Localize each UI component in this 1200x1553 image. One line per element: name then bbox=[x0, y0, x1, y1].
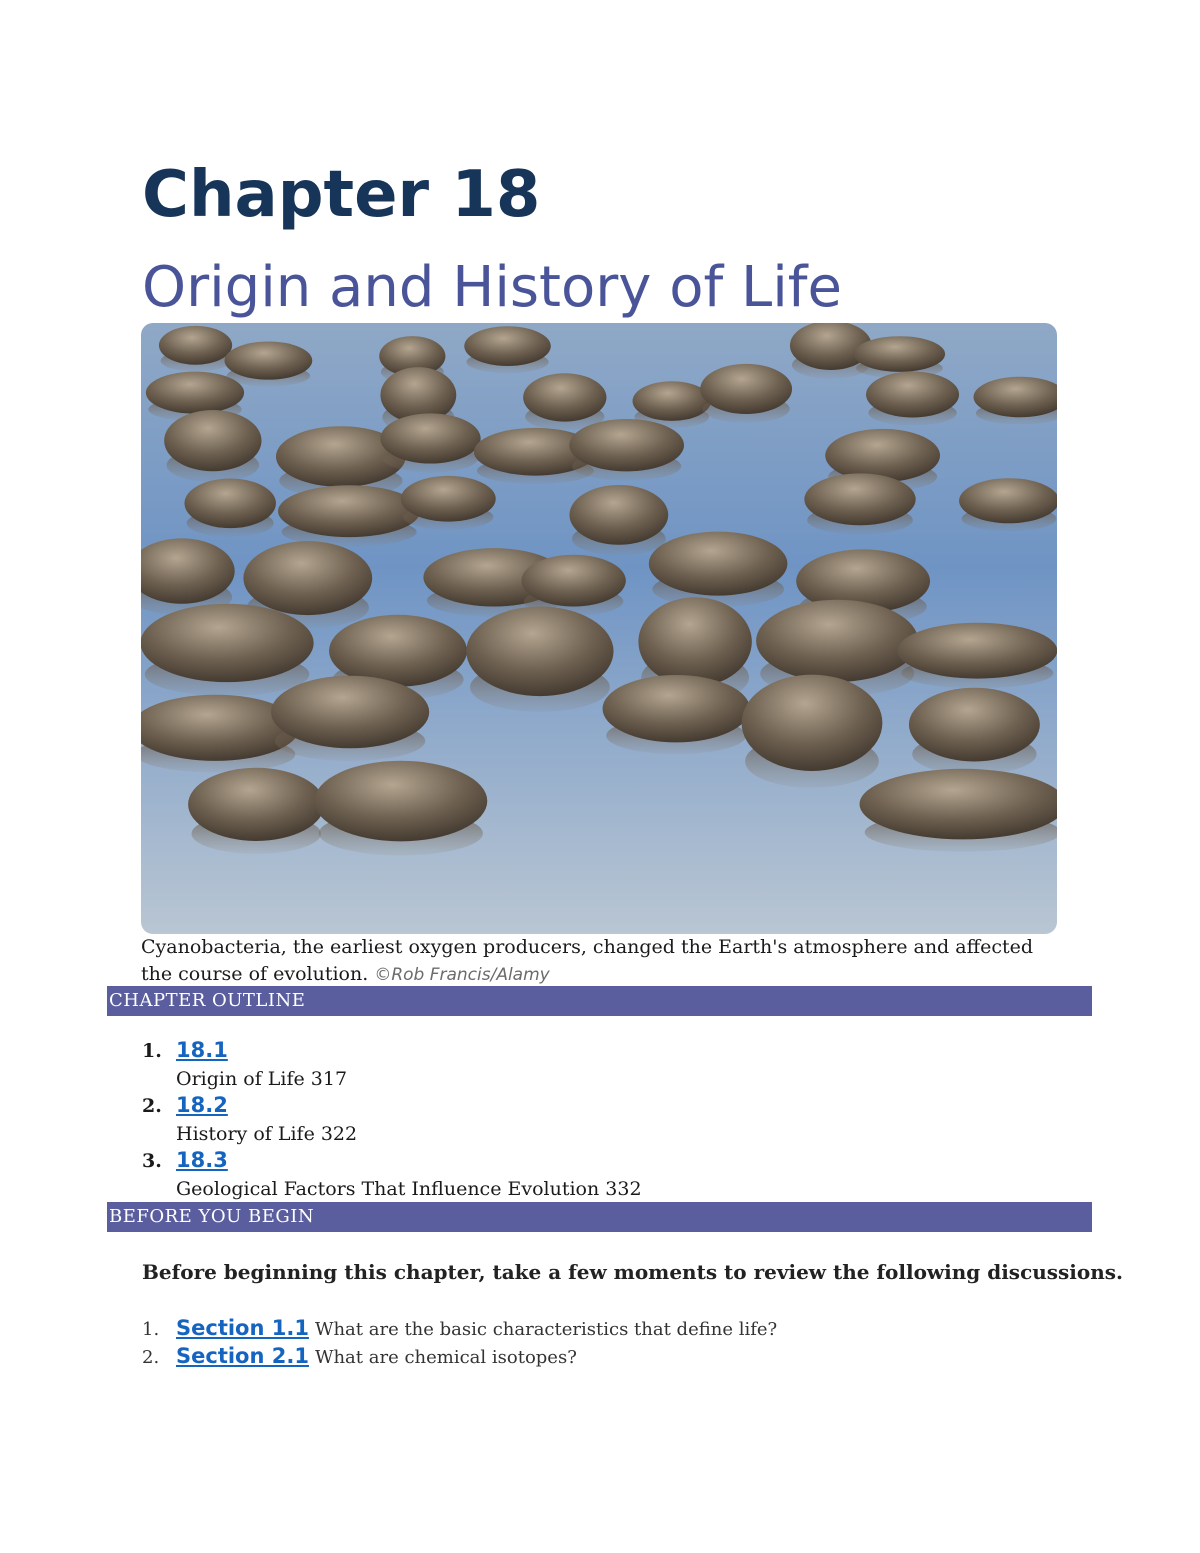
stromatolite-mound bbox=[860, 769, 1057, 840]
stromatolite-mound bbox=[854, 336, 945, 372]
review-list bbox=[142, 1316, 777, 1372]
review-item-number: 2. bbox=[142, 1347, 160, 1368]
outline-item bbox=[142, 1038, 642, 1093]
stromatolite-mound bbox=[959, 478, 1057, 523]
outline-item-title: History of Life 322 bbox=[176, 1123, 358, 1145]
stromatolite-mound bbox=[804, 473, 915, 525]
outline-item bbox=[142, 1148, 642, 1203]
stromatolite-mound bbox=[569, 485, 668, 545]
outline-item-number: 2. bbox=[142, 1095, 162, 1117]
stromatolite-mound bbox=[521, 555, 625, 607]
stromatolite-mound bbox=[523, 373, 606, 421]
stromatolite-mound bbox=[159, 326, 232, 365]
stromatolite-mound bbox=[188, 768, 324, 841]
outline-link-18-2[interactable]: 18.2 bbox=[176, 1093, 228, 1117]
outline-item bbox=[142, 1093, 642, 1148]
stromatolite-mound bbox=[401, 476, 496, 522]
stromatolite-mound bbox=[649, 532, 788, 596]
chapter-outline-list bbox=[142, 1038, 642, 1203]
review-question: What are the basic characteristics that define life? bbox=[314, 1319, 778, 1340]
stromatolite-mound bbox=[146, 372, 244, 414]
stromatolite-mound bbox=[866, 372, 959, 418]
stromatolite-illustration bbox=[141, 323, 1057, 934]
review-item bbox=[142, 1344, 777, 1372]
stromatolite-mound bbox=[756, 600, 918, 682]
chapter-title: Origin and History of Life bbox=[142, 255, 842, 320]
before-intro-text: Before beginning this chapter, take a few moments to review the following discussions. bbox=[142, 1260, 1124, 1284]
stromatolite-mound bbox=[464, 326, 551, 366]
chapter-number: Chapter 18 bbox=[142, 158, 541, 232]
outline-item-number: 3. bbox=[142, 1150, 162, 1172]
outline-link-18-1[interactable]: 18.1 bbox=[176, 1038, 228, 1062]
stromatolite-mound bbox=[897, 623, 1057, 679]
chapter-outline-heading: CHAPTER OUTLINE bbox=[107, 986, 1092, 1016]
stromatolite-mound bbox=[742, 675, 883, 771]
review-question: What are chemical isotopes? bbox=[314, 1347, 577, 1368]
stromatolite-mound bbox=[700, 364, 792, 414]
stromatolite-mound bbox=[184, 478, 275, 528]
stromatolite-photo bbox=[141, 323, 1057, 934]
outline-item-title: Origin of Life 317 bbox=[176, 1068, 348, 1090]
stromatolite-mound bbox=[380, 413, 480, 463]
outline-item-number: 1. bbox=[142, 1040, 162, 1062]
caption-text: Cyanobacteria, the earliest oxygen producers, changed the Earth's atmosphere and affected the course of evolution. bbox=[141, 936, 1034, 985]
photo-credit: ©Rob Francis/Alamy bbox=[374, 965, 550, 985]
review-link-section-2-1[interactable]: Section 2.1 bbox=[176, 1344, 309, 1368]
stromatolite-mound bbox=[314, 761, 487, 842]
stromatolite-mound bbox=[271, 676, 429, 749]
stromatolite-mound bbox=[638, 597, 751, 686]
stromatolite-mound bbox=[603, 675, 750, 742]
stromatolite-mound bbox=[909, 688, 1040, 762]
figure-caption bbox=[141, 934, 1061, 989]
review-item bbox=[142, 1316, 777, 1344]
review-item-number: 1. bbox=[142, 1319, 160, 1340]
stromatolite-mound bbox=[466, 606, 613, 696]
stromatolite-mound bbox=[225, 341, 313, 379]
stromatolite-mound bbox=[569, 419, 684, 471]
review-link-section-1-1[interactable]: Section 1.1 bbox=[176, 1316, 309, 1340]
stromatolite-mound bbox=[164, 410, 261, 471]
stromatolite-mound bbox=[633, 381, 712, 421]
stromatolite-mound bbox=[278, 485, 420, 537]
outline-link-18-3[interactable]: 18.3 bbox=[176, 1148, 228, 1172]
stromatolite-mound bbox=[141, 604, 314, 682]
stromatolite-mound bbox=[243, 541, 372, 615]
before-you-begin-heading: BEFORE YOU BEGIN bbox=[107, 1202, 1092, 1232]
stromatolite-mound bbox=[825, 429, 940, 482]
outline-item-title: Geological Factors That Influence Evolution 332 bbox=[176, 1178, 642, 1200]
